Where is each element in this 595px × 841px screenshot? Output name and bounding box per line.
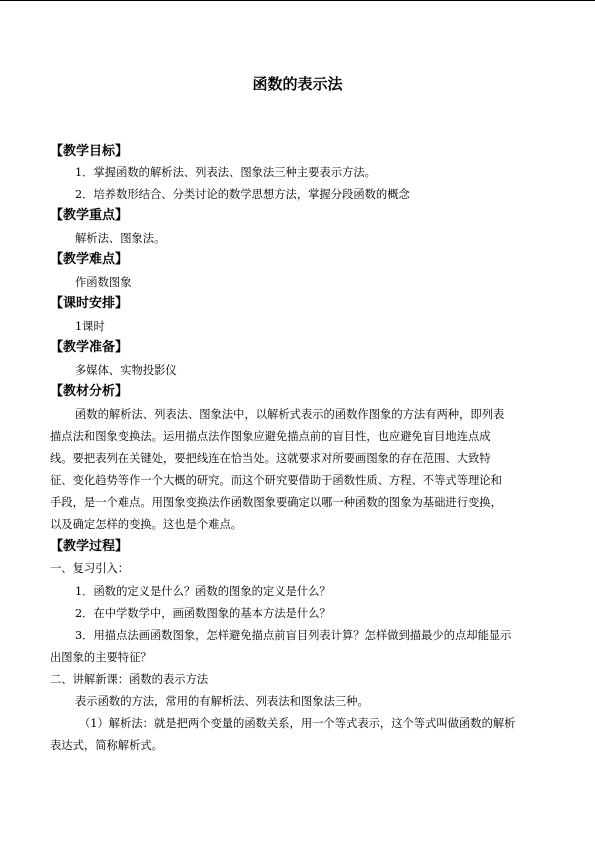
analysis-line-1: 函数的解析法、列表法、图象法中，以解析式表示的函数作图象的方法有两种，即列表 [75,408,505,421]
heading-material-analysis: 【教材分析】 [50,384,129,399]
heading-teaching-goals: 【教学目标】 [50,144,129,159]
process-part1-line-1: 1．函数的定义是什么？函数的图象的定义是什么？ [75,585,331,598]
process-part1-line-4: 出图象的主要特征？ [50,651,152,664]
analysis-line-6: 以及确定怎样的变换。这也是个难点。 [50,518,243,531]
process-part2-line-3: 表达式，简称解析式。 [50,739,163,752]
analysis-line-5: 手段，是一个难点。用图象变换法作函数图象要确定以哪一种函数的图象为基础进行变换， [50,496,502,509]
analysis-line-3: 线。要把表列在关键处，要把线连在恰当处。这就要求对所要画图象的存在范围、大致特 [50,452,491,465]
page-title: 函数的表示法 [252,75,343,93]
difficulties-line-1: 作函数图象 [75,276,132,289]
preparation-line-1: 多媒体、实物投影仪 [75,364,177,377]
heading-key-points: 【教学重点】 [50,208,129,223]
process-part2-title: 二、讲解新课：函数的表示方法 [50,673,209,686]
process-part1-line-3: 3．用描点法画函数图象，怎样避免描点前盲目列表计算？怎样做到描最少的点却能显示 [75,629,512,642]
heading-schedule: 【课时安排】 [50,296,129,311]
process-part2-line-2: （1）解析法：就是把两个变量的函数关系，用一个等式表示，这个等式叫做函数的解析 [79,717,516,730]
process-part1-line-2: 2．在中学数学中，画函数图象的基本方法是什么？ [75,607,331,620]
goals-line-2: 2．培养数形结合、分类讨论的数学思想方法，掌握分段函数的概念 [75,188,410,201]
key-points-line-1: 解析法、图象法。 [75,232,166,245]
heading-preparation: 【教学准备】 [50,340,129,355]
heading-teaching-process: 【教学过程】 [50,539,129,554]
process-part1-title: 一、复习引入： [50,562,130,575]
analysis-line-2: 描点法和图象变换法。运用描点法作图象应避免描点前的盲目性，也应避免盲目地连点成 [50,430,491,443]
goals-line-1: 1．掌握函数的解析法、列表法、图象法三种主要表示方法。 [75,166,376,179]
heading-difficulties: 【教学难点】 [50,252,129,267]
analysis-line-4: 征、变化趋势等作一个大概的研究。而这个研究要借助于函数性质、方程、不等式等理论和 [50,474,502,487]
process-part2-line-1: 表示函数的方法，常用的有解析法、列表法和图象法三种。 [75,695,369,708]
schedule-line-1: 1课时 [75,320,105,333]
